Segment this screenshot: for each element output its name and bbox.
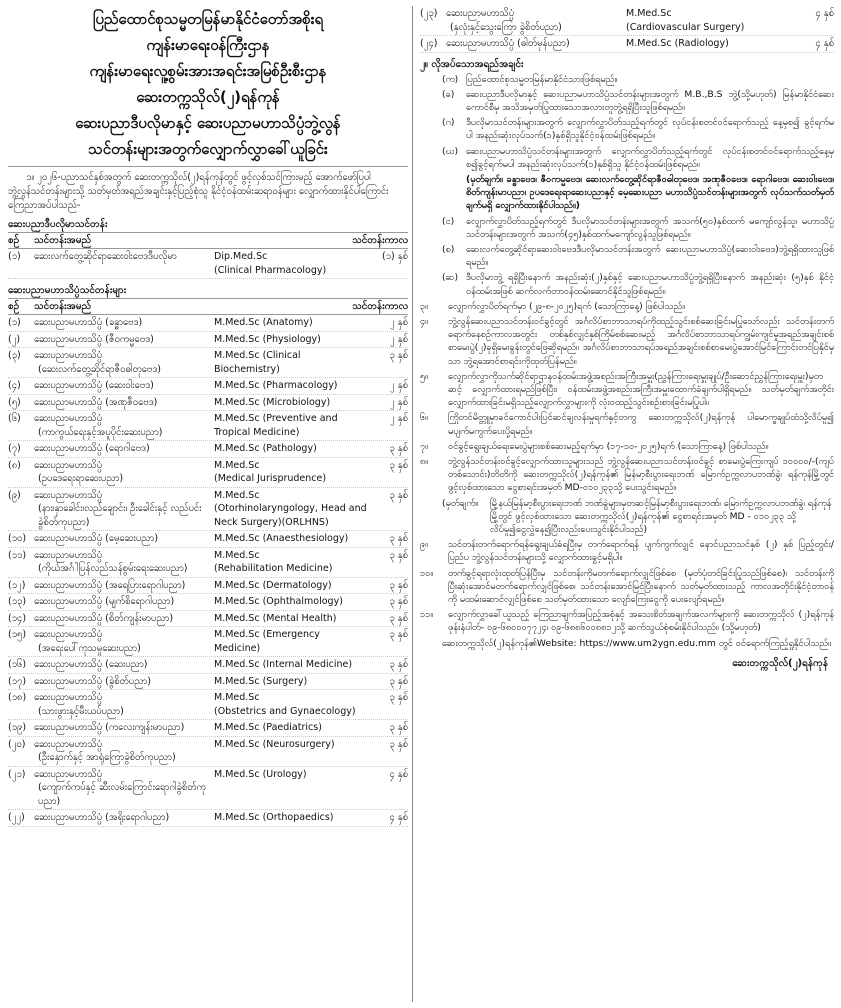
- paragraph-number: ၃။: [420, 300, 428, 312]
- table-row: [8, 348, 408, 378]
- row-number: (၁၉): [8, 722, 27, 733]
- paragraph-text: ဘွဲ့လွန်ဆေးပညာသင်တန်းဝင်ခွင့်တွင် အင်္ဂလိပ်စာဘာသာရပ်ကိုထည့်သွင်းစစ်ဆေးခြင်းမပြုသော်လည်း သင်တန်းတက်ရောက်နေစဉ်ကာလအတွင်း တစ်နှစ်လျှင်နှစ်ကြိမ်စစ်ဆေးမည့် အင်္ဂလိပ်စာဘာသာရပ်ကျွမ်းကျင်မှုအရည်အချင်းစစ်စာမေးပွဲ(၂)ခုရှိမေးခွန်းတွင်ဖြေဆိုရမည်။ အင်္ဂလိပ်စာဘာသာရပ်အရည်အချင်းစစ်စာမေးပွဲအောင်မြင်ကြောင်းတင်ပြနိုင်မှသာ ဘွဲ့ရအောင်စာရင်းကိုထုတ်ပြန်မည်။: [448, 315, 834, 367]
- paragraph-number: ၇။: [420, 440, 428, 452]
- course-duration: ၂ နှစ်: [390, 413, 408, 424]
- table-row: [8, 810, 408, 827]
- course-name-en: [214, 442, 368, 456]
- course-name-en-line2: (Obstetrics and Gynaecology): [214, 705, 356, 717]
- course-name-my-line1: ဆေးပညာမဟာသိပ္ပံ (မေ့ဆေးပညာ): [34, 533, 159, 544]
- paragraph-item: [420, 538, 834, 564]
- course-name-en-line1: M.Med.Sc (Emergency Medicine): [214, 629, 320, 654]
- row-number: (၁၄): [8, 612, 27, 624]
- website-text: ဆေးတက္ကသိုလ်(၂)ရန်ကုန်၏Website: https://www.um2ygn.edu.mm တွင် ဝင်ရောက်ကြည့်ရှုနိုင်ပါသည်။: [442, 637, 831, 649]
- course-name-my-line2: (အရေးပေါ်ကုသမှုဆေးပညာ): [38, 642, 141, 654]
- course-name-my: [34, 549, 214, 576]
- course-name-en: [214, 379, 368, 393]
- table-row: [8, 690, 408, 720]
- course-name-en-line1: M.Med.Sc (Ophthalmology): [214, 596, 343, 607]
- course-name-en-line2: (Cardiovascular Surgery): [626, 21, 745, 33]
- title-line-6: သင်တန်းများအတွက်လျှောက်လွှာခေါ်ယူခြင်း: [88, 140, 328, 158]
- qualification-text: ပြည်ထောင်စုသမ္မတမြန်မာနိုင်ငံသားဖြစ်ရမည်။: [466, 73, 618, 85]
- course-name-en-line1: M.Med.Sc (Microbiology): [214, 396, 331, 408]
- course-name-my-line1: ဆေးပညာမဟာသိပ္ပံ: [34, 489, 103, 501]
- paragraph-number: ၁၀။: [420, 567, 434, 579]
- course-name-my: [34, 612, 214, 626]
- course-name-my: [34, 628, 214, 655]
- course-name-my: ဆေးလက်တွေ့ဆိုင်ရာဆေးဝါးဗေဒဒီပလိုမာ: [34, 251, 177, 262]
- title-block: [8, 6, 408, 167]
- course-name-my-line1: ဆေးပညာမဟာသိပ္ပံ: [34, 629, 103, 640]
- course-name-en: [214, 675, 368, 689]
- table-row: [8, 315, 408, 332]
- col-no: စဉ်: [8, 301, 20, 312]
- course-duration: ၃ နှစ်: [389, 350, 408, 361]
- course-name-my-line1: ဆေးပညာမဟာသိပ္ပံ (ဓါတ်မှန်ပညာ): [446, 38, 570, 49]
- course-name-en-line2: (Medical Jurisprudence): [214, 473, 327, 484]
- row-number: (၂): [8, 333, 21, 345]
- course-name-en-line1: M.Med.Sc (Pharmacology): [214, 380, 338, 391]
- course-name-en: [626, 37, 794, 51]
- table-row: [8, 657, 408, 674]
- course-name-en-line1: M.Med.Sc (Dermatology): [214, 579, 332, 591]
- course-name-my-line1: ဆေးပညာမဟာသိပ္ပံ: [34, 738, 103, 750]
- row-number: (၅): [8, 396, 21, 408]
- qualification-item: [420, 145, 834, 171]
- course-duration: ၃ နှစ်: [389, 533, 408, 544]
- qualification-item: [420, 243, 834, 269]
- course-name-my: [34, 738, 214, 765]
- course-duration: ၃ နှစ်: [389, 722, 408, 733]
- course-name-my-line1: ဆေးပညာမဟာသိပ္ပံ (ဆေးဝါးဗေဒ): [34, 380, 154, 391]
- table-row: [8, 378, 408, 395]
- course-name-my-line1: ဆေးပညာမဟာသိပ္ပံ: [34, 350, 103, 361]
- fee-note: [420, 497, 834, 537]
- course-name-en-line1: M.Med.Sc (Internal Medicine): [214, 659, 353, 670]
- row-number: (၁၂): [8, 579, 26, 591]
- paragraph-text: လျှောက်လွှာခေါ်ယူသည့် ကြေညာချက်အပြည့်အစုံနှင့် အသေးစိတ်အချက်အလက်များကို ဆေးတက္ကသိုလ် (၂)ရန်ကုန် ဖုန်းနံပါတ်- ၀၉-၆၈၀၀၀၇၇၂၄၊ ၀၉-၆၈၈၆၀၀၈၈၁၂သို့ ဆက်သွယ်စုံစမ်းနိုင်ပါသည်။ (သို့မဟုတ်): [448, 609, 834, 634]
- course-name-en-line1: M.Med.Sc (Anatomy): [214, 317, 313, 328]
- paragraph-item: [420, 300, 834, 313]
- row-number: (၈): [8, 459, 21, 471]
- row-number: (၁၅): [8, 629, 27, 640]
- course-name-my-line2: (ကျောက်ကပ်နှင့် ဆီးလမ်းကြောင်းရောဂါခွဲစိတ်ကုပညာ): [38, 782, 206, 807]
- paragraph-item: [420, 411, 834, 437]
- course-name-en: [214, 628, 368, 655]
- course-name-en: [214, 412, 368, 439]
- course-name-my: [34, 379, 214, 393]
- course-name-en: [214, 316, 368, 330]
- course-name-en: [214, 250, 368, 277]
- row-number: (၁၆): [8, 659, 27, 670]
- course-name-my-line2: (သားဖွားနှင့်မီးယပ်ပညာ): [38, 705, 124, 717]
- left-column: [8, 6, 408, 827]
- course-name-my-line1: ဆေးပညာမဟာသိပ္ပံ (ဆေးပညာ): [34, 659, 148, 670]
- course-duration: ၃ နှစ်: [389, 692, 408, 703]
- row-number: (၆): [8, 413, 21, 424]
- course-name-my: [446, 7, 626, 34]
- table-row: [8, 737, 408, 767]
- course-name-my-line2: (နား၊နှာခေါင်း၊လည်ချောင်း၊ ဦးခေါင်းနှင့် လည်ပင်းခွဲစိတ်ကုပညာ): [38, 503, 202, 528]
- paragraph-number: ၄။: [420, 315, 428, 327]
- course-duration: ၃ နှစ်: [389, 675, 408, 687]
- column-divider: [412, 6, 413, 1002]
- course-name-my-line1: ဆေးပညာမဟာသိပ္ပံ (ဇီဝကမ္မဗေဒ): [34, 333, 154, 345]
- course-name-en-line2: (Clinical Pharmacology): [214, 264, 327, 276]
- course-name-my: [34, 691, 214, 718]
- course-name-en: [214, 549, 368, 576]
- masters-table: [8, 315, 408, 827]
- paragraph-text: ကြိုတင်မိတ္တူမှာခင်ကောင်ပါးပြင်ဆင်ချလန်းမှုရက်နှင့်တကွ ဆေးတက္ကသိုလ်(၂)ရန်ကုန် ပါမောက္ခချုပ်ထံသို့လိပ်မူ၍ မပျက်မကွက်ပေးပို့ရမည်။: [448, 412, 834, 437]
- qualification-text: ဆေးလက်တွေ့ဆိုင်ရာဆေးဝါးဗေဒဒီပလိုမာသင်တန်းအတွက် ဆေးပညာမဟာသိပ္ပံ(ဆေးဝါးဗေဒ)ဘွဲ့ရရှိထားသူဖြစ်ရမည်။: [466, 243, 834, 269]
- course-name-en: [214, 333, 368, 347]
- course-name-en-line2: Tropical Medicine): [214, 426, 300, 438]
- masters-column-header: [8, 299, 408, 315]
- title-line-4: ဆေးတက္ကသိုလ်(၂)ရန်ကုန်: [136, 88, 280, 106]
- course-name-en-line1: M.Med.Sc (Orthopaedics): [214, 812, 334, 823]
- qualification-text: ဆေးပညာဒီပလိုမာနှင့် ဆေးပညာမဟာသိပ္ပံသင်တန်းများအတွက် M.B.,B.S ဘွဲ့(သို့မဟုတ်) မြန်မာနိုင်ငံဆေးကောင်စီမှ အသိအမှတ်ပြုထားသောအလားတူဘွဲ့ရရှိပြီးသူဖြစ်ရမည်။: [466, 88, 834, 113]
- course-name-my: [446, 37, 626, 51]
- table-row: [8, 332, 408, 349]
- qualifications-list: [420, 73, 834, 298]
- qualification-number: (စ): [442, 243, 455, 255]
- paragraph-text: လျှောက်လွှာကိုသက်ဆိုင်ရာဌာနဝန်ထမ်းအဖွဲ့အစည်းအကြီးအမှူး(ညွှန်ကြားရေးမှူးချုပ်/ဦးဆောင်ညွှန်ကြားရေးမှူး)မှတဆင့် လျှောက်ထားရမည်ဖြစ်ပြီး၊ ဝန်ထမ်းအဖွဲ့အစည်းအကြီးအမှူးထောက်ခံချက်ပါရှိရမည်။ သတ်မှတ်ချက်အတိုင်း လျှောက်ထားခြင်းမရှိသည့်လျှောက်လွှာများကို လုံးဝထည့်သွင်းစဉ်းစားခြင်းမပြုပါ။: [448, 370, 834, 409]
- masters-heading: ဆေးပညာမဟာသိပ္ပံသင်တန်းများ: [8, 283, 408, 299]
- table-row: [8, 767, 408, 811]
- qualification-text: ဒီပလိုမာသင်တန်းများအတွက် လျှောက်လွှာပိတ်သည့်ရက်တွင် လုပ်ငန်းစတင်ဝင်ရောက်သည့် နေ့မှစ၍ ခွင့်ရက်မပါ အနည်းဆုံးလုပ်သက်(၁)နှစ်ရှိသူနိုင်ငံ့ဝန်ထမ်းဖြစ်ရမည်။: [466, 117, 834, 142]
- paragraph-number: ၆။: [420, 412, 428, 424]
- course-duration: ၃ နှစ်: [389, 612, 408, 624]
- qualification-item: [420, 116, 834, 142]
- course-name-en-line2: (Otorhinolaryngology, Head and Neck Surgery)(ORLHNS): [214, 503, 367, 528]
- row-number: (၂၂): [8, 812, 25, 823]
- course-name-my: [34, 442, 214, 456]
- course-name-en-line1: M.Med.Sc (Physiology): [214, 333, 321, 345]
- course-name-en: [214, 396, 368, 410]
- course-name-en: [214, 459, 368, 486]
- course-name-my-line2: (ကာကွယ်ရေးနှင့်အပူပိုင်းဆေးပညာ): [38, 426, 163, 438]
- course-name-my-line2: (ဥပဒေရေးရာဆေးပညာ): [38, 473, 124, 484]
- course-duration: ၃ နှစ်: [389, 443, 408, 454]
- course-name-en: [214, 658, 368, 672]
- masters-table-continued: [420, 6, 834, 53]
- course-name-en-line1: M.Med.Sc: [214, 692, 260, 703]
- course-name-my: [34, 333, 214, 347]
- qualification-item: [420, 73, 834, 86]
- course-name-my: [34, 349, 214, 376]
- table-row: [420, 6, 834, 36]
- course-duration: ၄ နှစ်: [389, 812, 408, 823]
- course-name-my: [34, 675, 214, 689]
- qualification-text: ဒီပလိုမာဘွဲ့ ရရှိပြီးနောက် အနည်းဆုံး(၂)နှစ်နှင့် ဆေးပညာမဟာသိပ္ပံဘွဲ့ရရှိပြီးနောက် အနည်းဆုံး (၅)နှစ် နိုင်ငံ့ဝန်ထမ်းအဖြစ် ဆက်လက်တာဝန်ထမ်းဆောင်နိုင်သူဖြစ်ရမည်။: [466, 272, 834, 297]
- right-column: [420, 6, 834, 671]
- course-duration: ၄ နှစ်: [815, 38, 834, 49]
- table-row: [8, 395, 408, 412]
- course-duration: ၄ နှစ်: [815, 8, 834, 19]
- table-row: [8, 249, 408, 279]
- course-name-en: [626, 7, 794, 34]
- title-line-2: ကျန်းမာရေးဝန်ကြီးဌာန: [146, 36, 270, 54]
- paragraph-item: [420, 455, 834, 495]
- row-number: (၁၀): [8, 533, 27, 544]
- course-name-en: [214, 595, 368, 609]
- paragraph-item: [420, 608, 834, 634]
- table-row: [8, 611, 408, 628]
- course-name-my-line2: (နှလုံးနှင့်သွေးကြော ခွဲစိတ်ပညာ): [450, 21, 562, 33]
- course-name-en-line1: M.Med.Sc (Pathology): [214, 443, 317, 454]
- intro-paragraph: ၁။ ၂၀၂၆-ပညာသင်နှစ်အတွက် ဆေးတက္ကသိုလ်(၂)ရန်ကုန်တွင် ဖွင့်လှစ်သင်ကြားမည့် အောက်ဖော်ပြပါ ဘွဲ့လွန်သင်တန်းများသို့ သတ်မှတ်အရည်အချင်းနှင့်ပြည့်စုံသူ နိုင်ငံ့ဝန်ထမ်းဆရာဝန်များ လျှောက်ထားနိုင်ပါကြောင်း ကြေညာအပ်ပါသည်-: [8, 172, 389, 211]
- course-name-my: [34, 658, 214, 672]
- course-name-en-line1: M.Med.Sc (Neurosurgery): [214, 738, 335, 750]
- paragraph-text: တက်ခွင့်ရရာလုံးထုတ်ပြန်ပြီးမှ သင်တန်းကိုမတက်ရောက်လျှင်ဖြစ်စေ (မှတ်ပုံတင်ခြင်းပြုသည်ဖြစ်စေ)၊ သင်တန်းကိုပြီးဆုံးအောင်မတက်ရောက်လျှင်ဖြစ်စေ၊ သင်တန်းအောင်မြင်ပြီးနောက် သတ်မှတ်ထားသည့် ကာလအတိုင်းနိုင်ငံ့တာဝန်ကို မထမ်းဆောင်လျှင်ဖြစ်စေ သတ်မှတ်ထားသော လျော်ကြေးငွေကို ပေးလျော်ရမည်။: [448, 567, 834, 606]
- col-no: စဉ်: [8, 235, 20, 246]
- row-number: (၃): [8, 350, 21, 361]
- course-name-en-line2: (Rehabilitation Medicine): [214, 563, 333, 574]
- paragraph-list-2: [420, 538, 834, 634]
- row-number: (၂၀): [8, 738, 26, 750]
- row-number: (၂၁): [8, 768, 26, 780]
- course-duration: ၂ နှစ်: [390, 380, 408, 391]
- course-name-en: [214, 721, 368, 735]
- note-text: မြို့နယ်မြန်မာ့စီးပွားရေးဘဏ် ဘဏ်ခွဲများမှတဆင့်မြန်မာ့စီးပွားရေးဘဏ်၊ မြောက်ဥက္ကလာပဘဏ်ခွဲ၊ ရန်ကုန်မြို့တွင် ဖွင့်လှစ်ထားသော ဆေးတက္ကသိုလ်(၂)ရန်ကုန်၏ ငွေစာရင်းအမှတ် MD - ၀၁၀၂၃၃ သို့ လိပ်မူ၍ငွေလွှဲနေ၍ပြီးလည်းပေးသွင်းနိုင်ပါသည်): [490, 497, 832, 535]
- row-number: (၂၄): [420, 38, 438, 49]
- course-name-en: [214, 691, 368, 718]
- course-name-en: [214, 768, 368, 809]
- col-duration: သင်တန်းကာလ: [352, 301, 408, 312]
- course-name-my-line1: ဆေးပညာမဟာသိပ္ပံ (စိတ်ကျန်းမာပညာ): [34, 612, 174, 624]
- paragraph-text: သင်တန်းတက်ရောက်ရန်ရွေးချယ်ခံရပြီးမှ တက်ရောက်ရန် ပျက်ကွက်လျှင် နောင်ပညာသင်နှစ် (၂) နှစ် ပြည့်တွင်း/ပြည်ပ ဘွဲ့လွန်သင်တန်းများသို့ လျှောက်ထားခွင့်မရှိပါ။: [448, 539, 834, 564]
- course-name-my: [34, 396, 214, 410]
- course-name-my: [34, 532, 214, 546]
- course-name-my-line1: ဆေးပညာမဟာသိပ္ပံ (မျက်စိရောဂါပညာ): [34, 596, 175, 607]
- course-name-my-line1: ဆေးပညာမဟာသိပ္ပံ (အရေပြားရောဂါပညာ): [34, 579, 186, 591]
- paragraph-number: ၅။: [420, 370, 428, 382]
- course-name-my: [34, 811, 214, 825]
- course-duration: ၃ နှစ်: [389, 659, 408, 670]
- col-duration: သင်တန်းကာလ: [352, 235, 408, 246]
- qualification-item: [420, 88, 834, 114]
- paragraph-item: [420, 440, 834, 453]
- paragraph-item: [420, 567, 834, 607]
- course-duration: ၂ နှစ်: [390, 333, 408, 345]
- diploma-heading: ဆေးပညာဒီပလိုမာသင်တန်း: [8, 217, 408, 233]
- paragraph-text: ဘွဲ့လွန်သင်တန်းဝင်ခွင့်လျှောက်ထားသူများသည် ဘွဲ့လွန်ဆေးပညာသင်တန်းဝင်ခွင့် စာမေးပွဲကြေးကျပ် ၁၀၀၀၀/-(ကျပ်တစ်သောင်း)တိတိကို ဆေးတက္ကသိုလ်(၂)ရန်ကုန်၏ မြန်မာ့စီးပွားရေးဘဏ် မြောက်ဥက္ကလာပဘဏ်ခွဲ၊ ရန်ကုန်မြို့တွင် ဖွင့်လှစ်ထားသော ငွေစာရင်းအမှတ် MD-၀၁၀၂၃၃သို့ ပေးသွင်းရမည်။: [448, 455, 834, 494]
- course-name-my-line1: ဆေးပညာမဟာသိပ္ပံ (ခန္ဓာဗေဒ): [34, 317, 143, 328]
- paragraph-text: ဝင်ခွင့်ရွေးချယ်ရေးမေးပွဲများစစ်ဆေးမည့်ရက်မှာ (၁၇-၁၀-၂၀၂၅)ရက် (သောကြာနေ့) ဖြစ်ပါသည်။: [448, 440, 769, 452]
- course-name-my-line1: ဆေးပညာမဟာသိပ္ပံ: [34, 459, 103, 471]
- row-number: (၇): [8, 443, 21, 454]
- note-label: (မှတ်ချက်။: [442, 497, 479, 509]
- qualification-text: ဆေးပညာမဟာသိပ္ပံသင်တန်းများအတွက် လျှောက်လွှာပိတ်သည့်ရက်တွင် လုပ်ငန်းစတင်ဝင်ရောက်သည့်နေ့မှစ၍ခွင့်ရက်မပါ အနည်းဆုံးလုပ်သက်(၁)နှစ်ရှိသူ နိုင်ငံ့ဝန်ထမ်းဖြစ်ရမည်။: [466, 145, 834, 170]
- course-name-en: [214, 612, 368, 626]
- course-name-en: [214, 532, 368, 546]
- qualification-number: (ဃ): [442, 145, 459, 157]
- row-number: (၁၃): [8, 596, 27, 607]
- course-name-my-line1: ဆေးပညာမဟာသိပ္ပံ: [34, 768, 103, 780]
- diploma-column-header: [8, 233, 408, 249]
- course-name-my: [34, 316, 214, 330]
- qualifications-heading: ၂။ လိုအပ်သောအရည်အချင်း: [420, 58, 524, 70]
- course-name-my-line1: ဆေးပညာမဟာသိပ္ပံ (ကလေးကျန်းမာပညာ): [34, 722, 185, 733]
- course-name-en-line1: M.Med.Sc (Radiology): [626, 38, 729, 49]
- qualification-item: [420, 215, 834, 241]
- paragraph-number: ၁၁။: [420, 609, 434, 621]
- course-duration: ၃ နှစ်: [389, 459, 408, 471]
- course-duration: ၄ နှစ်: [389, 768, 408, 780]
- course-name-my: [34, 459, 214, 486]
- course-duration: ၃ နှစ်: [389, 629, 408, 640]
- course-name-my: [34, 768, 214, 809]
- row-number: (၄): [8, 380, 21, 391]
- course-name-en-line1: M.Med.Sc (Mental Health): [214, 612, 337, 624]
- course-name-en: [214, 489, 368, 530]
- paragraph-number: ၉။: [420, 539, 428, 551]
- course-name-en-line1: M.Med.Sc (Clinical Biochemistry): [214, 350, 301, 375]
- course-name-en-line1: M.Med.Sc: [214, 459, 260, 471]
- course-name-en-line1: M.Med.Sc (Surgery): [214, 675, 308, 687]
- qualification-item: [420, 173, 834, 213]
- title-line-3: ကျန်းမာရေးလူ့စွမ်းအားအရင်းအမြစ်ဦးစီးဌာန: [89, 62, 327, 80]
- qualification-number: (က): [442, 73, 459, 85]
- course-duration: ၂ နှစ်: [390, 396, 408, 408]
- course-name-en: [214, 579, 368, 593]
- course-name-en: [214, 349, 368, 376]
- course-name-my-line1: ဆေးပညာမဟာသိပ္ပံ: [34, 692, 103, 703]
- course-duration: ၃ နှစ်: [389, 738, 408, 750]
- paragraph-list: [420, 300, 834, 495]
- row-number: (၁၇): [8, 675, 27, 687]
- title-line-5: ဆေးပညာဒီပလိုမာနှင့် ဆေးပညာမဟာသိပ္ပံဘွဲ့လွန်: [75, 114, 341, 132]
- course-name-my-line1: ဆေးပညာမဟာသိပ္ပံ (ခွဲစိတ်ပညာ): [34, 675, 152, 687]
- course-name-en-line1: Dip.Med.Sc: [214, 251, 268, 262]
- qualification-number: (ခ): [442, 88, 455, 100]
- table-row: [8, 531, 408, 548]
- course-name-en-line1: M.Med.Sc: [626, 8, 672, 19]
- course-duration: ၃ နှစ်: [389, 596, 408, 607]
- course-name-my: [34, 489, 214, 530]
- course-name-en-line1: M.Med.Sc (Paediatrics): [214, 722, 322, 733]
- row-number: (၁): [8, 317, 21, 328]
- course-name-my: [34, 595, 214, 609]
- course-name-my-line2: (ကိုယ်အင်္ဂါပြန်လည်သန်စွမ်းရေးဆေးပညာ): [38, 563, 188, 574]
- course-name-my-line1: ဆေးပညာမဟာသိပ္ပံ (အရိုးရောဂါပညာ): [34, 812, 170, 823]
- qualification-number: [442, 173, 466, 213]
- course-name-my: [34, 579, 214, 593]
- table-row: [420, 36, 834, 53]
- qualification-number: (ဆ): [442, 272, 459, 284]
- table-row: [8, 594, 408, 611]
- table-row: [8, 674, 408, 691]
- qualification-item: [420, 271, 834, 297]
- course-name-en-line1: M.Med.Sc (Urology): [214, 768, 307, 780]
- course-name-my-line1: ဆေးပညာမဟာသိပ္ပံ (ရောဂါဗေဒ): [34, 443, 150, 454]
- course-name-my-line1: ဆေးပညာမဟာသိပ္ပံ: [446, 8, 515, 19]
- row-number: (၂၃): [420, 8, 438, 19]
- table-row: [8, 627, 408, 657]
- course-name-my-line1: ဆေးပညာမဟာသိပ္ပံ (အဏုဇီဝဗေဒ): [34, 396, 158, 408]
- row-number: (၁၈): [8, 692, 27, 703]
- table-row: [8, 548, 408, 578]
- qualification-text: (မှတ်ချက်။ ခန္ဓာဗေဒ၊ ဇီဝကမ္မဗေဒ၊ ဆေးလက်တွေ့ဆိုင်ရာဇီဝဓါတုဗေဒ၊ အဏုဇီဝဗေဒ၊ ရောဂါဗေဒ၊ ဆေးဝါးဗေဒ၊ စိတ်ကျန်းမာပညာ၊ ဥပဒေရေးရာဆေးပညာနှင့် မေ့ဆေးပညာ မဟာသိပ္ပံသင်တန်းများအတွက် လုပ်သက်သတ်မှတ်ချက်မရှိ လျှောက်ထားနိုင်ပါသည်။): [466, 173, 834, 212]
- course-name-en-line1: M.Med.Sc: [214, 489, 260, 501]
- course-name-my: [34, 412, 214, 439]
- col-name: သင်တန်းအမည်: [34, 301, 92, 312]
- course-name-my-line2: (ဆေးလက်တွေ့ဆိုင်ရာဇီဝဓါတုဗေဒ): [38, 363, 161, 375]
- paragraph-number: ၈။: [420, 455, 429, 467]
- table-row: [8, 458, 408, 488]
- signature: ဆေးတက္ကသိုလ်(၂)ရန်ကုန်: [732, 657, 828, 669]
- table-row: [8, 488, 408, 532]
- course-name-en-line1: M.Med.Sc (Preventive and: [214, 413, 338, 424]
- course-duration: ၂ နှစ်: [390, 317, 408, 328]
- course-duration: (၁) နှစ်: [381, 251, 408, 262]
- row-number: (၁): [8, 251, 21, 262]
- course-name-en-line1: M.Med.Sc (Anaesthesiology): [214, 533, 349, 544]
- qualification-number: (ဂ): [442, 117, 455, 129]
- course-duration: ၃ နှစ်: [389, 489, 408, 501]
- paragraph-item: [420, 370, 834, 410]
- qualification-number: (င): [442, 215, 455, 227]
- course-name-en-line1: M.Med.Sc: [214, 549, 260, 561]
- col-name: သင်တန်းအမည်: [34, 235, 92, 246]
- table-row: [8, 578, 408, 595]
- row-number: (၉): [8, 489, 21, 501]
- course-name-my-line1: ဆေးပညာမဟာသိပ္ပံ: [34, 413, 103, 424]
- course-name-my-line1: ဆေးပညာမဟာသိပ္ပံ: [34, 549, 103, 561]
- course-duration: ၃ နှစ်: [389, 549, 408, 561]
- table-row: [8, 441, 408, 458]
- title-line-1: ပြည်ထောင်စုသမ္မတမြန်မာနိုင်ငံတော်အစိုးရ: [92, 10, 324, 28]
- paragraph-item: [420, 315, 834, 368]
- course-name-my-line2: (ဦးနှောက်နှင့် အာရုံကြောခွဲစိတ်ကုပညာ): [38, 752, 176, 763]
- paragraph-text: လျှောက်လွှာပိတ်ရက်မှာ (၂၉-၈-၂၀၂၅)ရက် (သောကြာနေ့) ဖြစ်ပါသည်။: [448, 300, 686, 312]
- course-duration: ၃ နှစ်: [389, 579, 408, 591]
- website-line: [420, 637, 834, 650]
- course-name-en: [214, 738, 368, 765]
- course-name-my: [34, 721, 214, 735]
- row-number: (၁၁): [8, 549, 27, 561]
- qualification-text: လျှောက်လွှာပိတ်သည့်ရက်တွင် ဒီပလိုမာသင်တန်းများအတွက် အသက်(၅၀)နှစ်ထက် မကျော်လွန်သူ၊ မဟာသိပ္ပံသင်တန်းများအတွက် အသက်(၄၅)နှစ်ထက်မကျော်လွန်သူဖြစ်ရမည်။: [466, 215, 834, 240]
- table-row: [8, 720, 408, 737]
- table-row: [8, 411, 408, 441]
- course-name-en: [214, 811, 368, 825]
